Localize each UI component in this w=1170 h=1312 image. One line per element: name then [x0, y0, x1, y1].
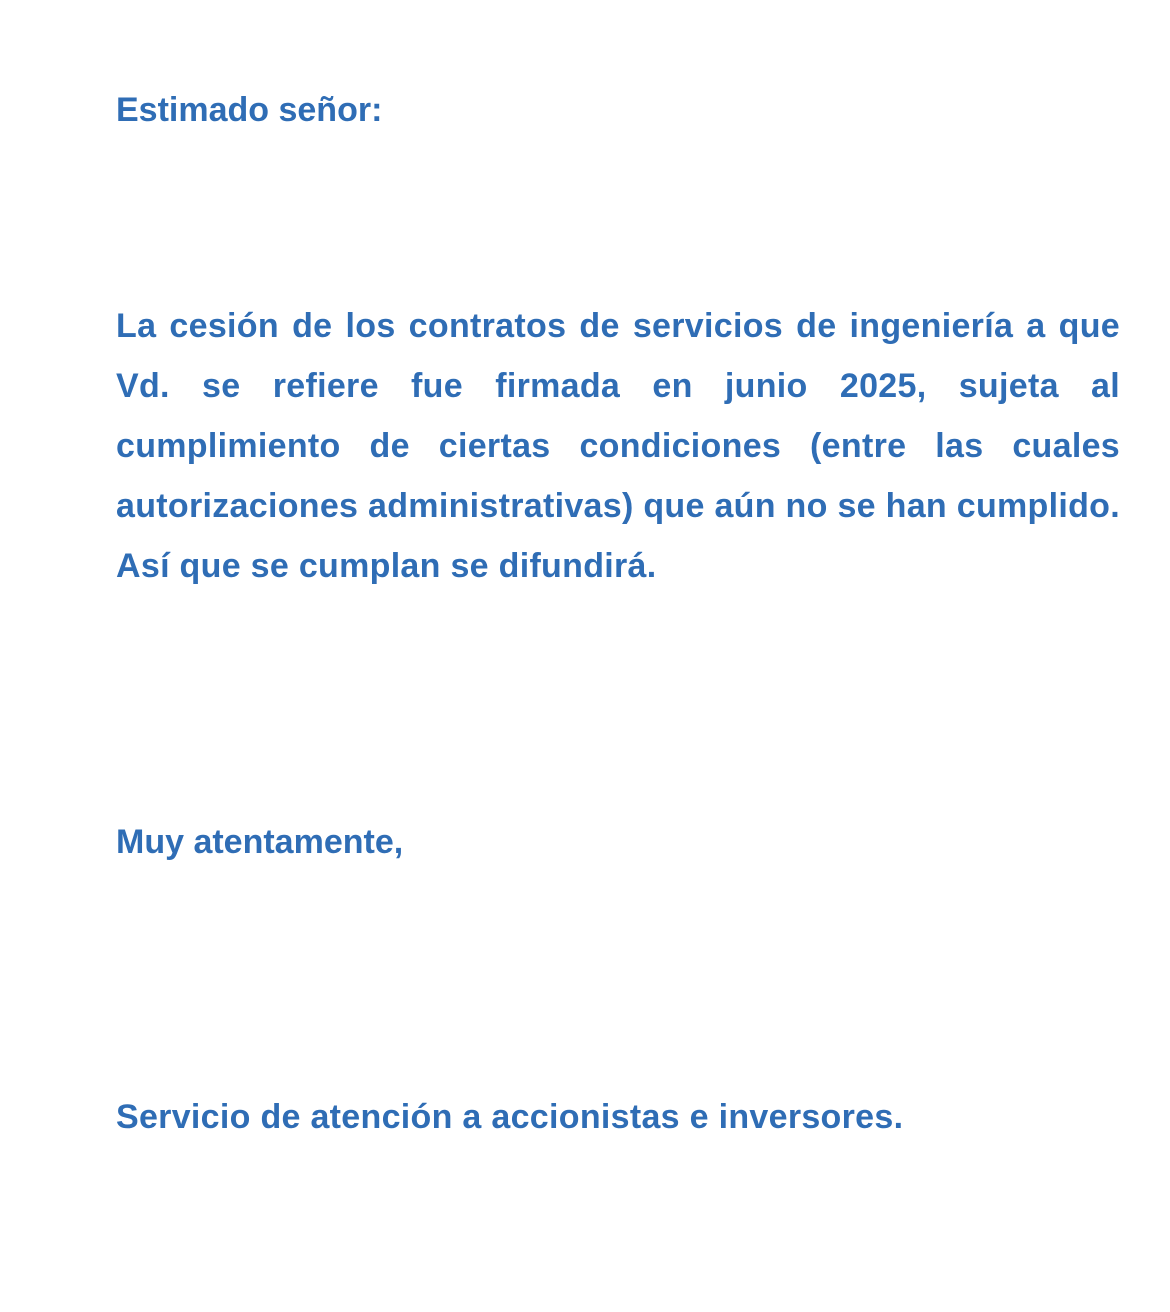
letter-signature: Servicio de atención a accionistas e inversores. — [116, 1098, 904, 1136]
letter-greeting: Estimado señor: — [116, 91, 383, 129]
letter-body-paragraph: La cesión de los contratos de servicios de ingeniería a que Vd. se refiere fue firmada en junio 2025, sujeta al cumplimiento de ciertas condiciones (entre las cuales autorizaciones administrativas) que aún no se han cumplido. Así que se cumplan se difundirá. — [116, 307, 1120, 585]
letter-closing: Muy atentamente, — [116, 823, 404, 861]
